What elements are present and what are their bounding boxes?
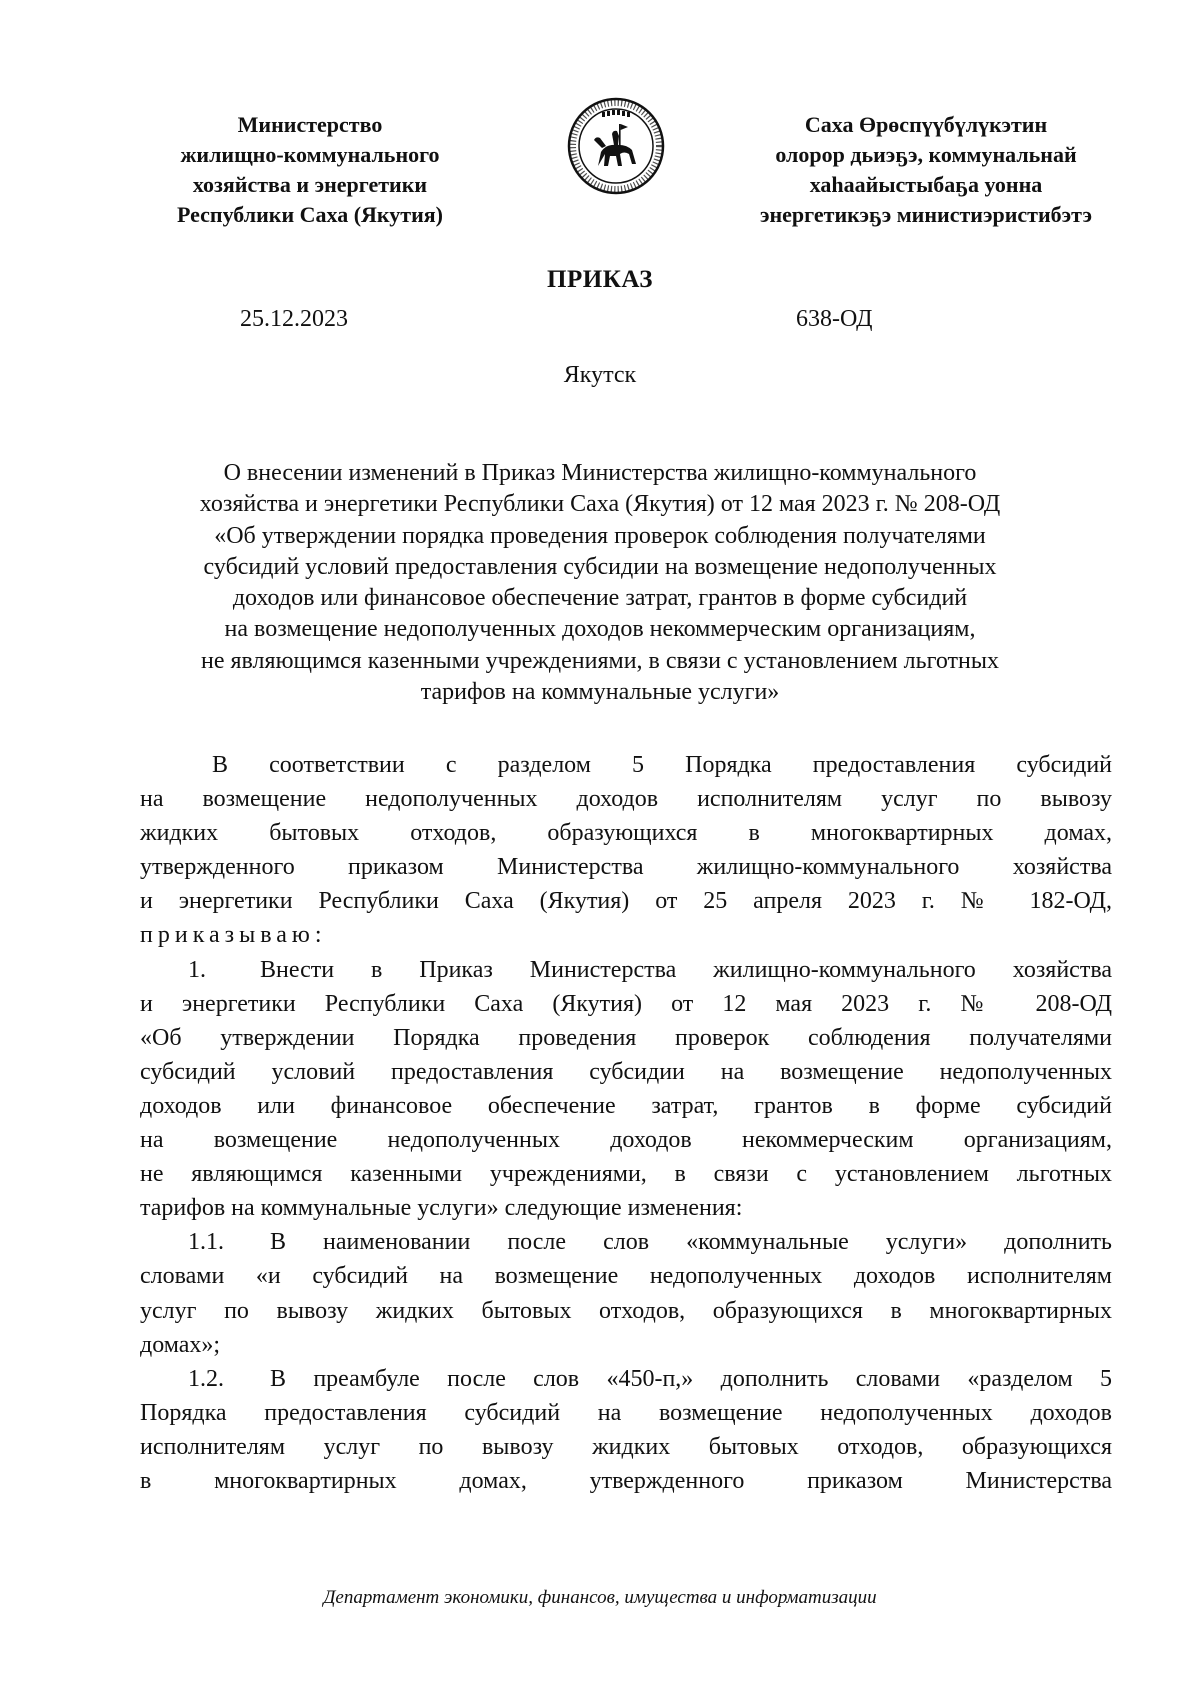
body-line: Порядка предоставления субсидий на возмещение недополученных доходов [140, 1399, 1112, 1426]
body-line: на возмещение недополученных доходов исполнителям услуг по вывозу [140, 786, 1112, 813]
preamble [140, 748, 1112, 953]
subject-line: доходов или финансовое обеспечение затрат, грантов в форме субсидий [232, 585, 968, 612]
item-number: 1. [188, 956, 206, 983]
coat-of-arms-icon [566, 96, 666, 196]
body-line [140, 953, 1112, 987]
item-text: В преамбуле после слов «450-п,» дополнить словами «разделом 5 [270, 1365, 1112, 1392]
item-1 [140, 953, 1112, 1226]
body-line: в многоквартирных домах, утвержденного приказом Министерства [140, 1467, 1112, 1494]
document-date: 25.12.2023 [240, 306, 348, 332]
subject-line: О внесении изменений в Приказ Министерства жилищно-коммунального [223, 460, 977, 486]
subject-line: хозяйства и энергетики Республики Саха (Якутия) от 12 мая 2023 г. № 208-ОД [199, 491, 1001, 518]
header-right-line: энергетикэҕэ министиэристибэтэ [759, 202, 1092, 227]
header-right-line: олорор дьиэҕэ, коммунальнай [775, 142, 1077, 167]
header-right-line: Саха Өрөспүүбүлүкэтин [804, 112, 1048, 137]
header-left-ministry-name [140, 110, 480, 230]
item-number: 1.2. [188, 1365, 224, 1392]
document-type-title: ПРИКАЗ [547, 266, 653, 293]
item-text: Внести в Приказ Министерства жилищно-коммунального хозяйства [260, 956, 1112, 983]
body-line: не являющимся казенными учреждениями, в связи с установлением льготных [140, 1161, 1112, 1188]
body-line: жидких бытовых отходов, образующихся в многоквартирных домах, [140, 820, 1112, 847]
item-number: 1.1. [188, 1229, 224, 1256]
header-right-line: хаһаайыстыбаҕа уонна [809, 172, 1043, 197]
subject-line: на возмещение недополученных доходов некоммерческим организациям, [224, 616, 976, 643]
body-line [140, 1362, 1112, 1396]
footer-department: Департамент экономики, финансов, имущества и информатизации [323, 1587, 877, 1608]
body-line: В соответствии с разделом 5 Порядка предоставления субсидий [212, 752, 1112, 778]
document-city: Якутск [563, 362, 637, 388]
item-1-1 [140, 1225, 1112, 1361]
body-line: «Об утверждении Порядка проведения проверок соблюдения получателями [140, 1024, 1112, 1051]
header-left-line: Республики Саха (Якутия) [176, 202, 444, 227]
subject-line: субсидий условий предоставления субсидии на возмещение недополученных [203, 553, 997, 580]
subject-line: не являющимся казенными учреждениями, в связи с установлением льготных [201, 647, 999, 674]
document-body [140, 748, 1112, 1498]
body-line: субсидий условий предоставления субсидии на возмещение недополученных [140, 1058, 1112, 1085]
body-line: тарифов на коммунальные услуги» следующие изменения: [140, 1195, 743, 1222]
item-text: В наименовании после слов «коммунальные услуги» дополнить [270, 1229, 1112, 1256]
body-line: исполнителям услуг по вывозу жидких бытовых отходов, образующихся [140, 1433, 1112, 1460]
body-line: словами «и субсидий на возмещение недополученных доходов исполнителям [140, 1263, 1112, 1290]
body-line: домах»; [140, 1331, 221, 1358]
document-number: 638-ОД [796, 306, 873, 332]
body-line: доходов или финансовое обеспечение затрат, грантов в форме субсидий [140, 1092, 1112, 1119]
header-left-line: жилищно-коммунального [180, 142, 440, 167]
body-line: и энергетики Республики Саха (Якутия) от 25 апреля 2023 г. № 182-ОД, [140, 888, 1112, 915]
item-1-2 [140, 1362, 1112, 1498]
body-line: утвержденного приказом Министерства жилищно-коммунального хозяйства [140, 854, 1112, 881]
body-line: и энергетики Республики Саха (Якутия) от 12 мая 2023 г. № 208-ОД [140, 990, 1112, 1017]
header-left-line: Министерство [237, 112, 383, 137]
body-line [140, 1225, 1112, 1259]
document-subject [120, 458, 1080, 708]
subject-line: тарифов на коммунальные услуги» [420, 679, 780, 706]
header-right-ministry-name-sakha [726, 110, 1126, 230]
header-left-line: хозяйства и энергетики [192, 172, 428, 197]
subject-line: «Об утверждении порядка проведения проверок соблюдения получателями [214, 522, 986, 549]
body-line: на возмещение недополученных доходов некоммерческим организациям, [140, 1127, 1112, 1154]
order-word: приказываю: [140, 922, 327, 949]
body-line: услуг по вывозу жидких бытовых отходов, образующихся в многоквартирных [140, 1297, 1112, 1324]
